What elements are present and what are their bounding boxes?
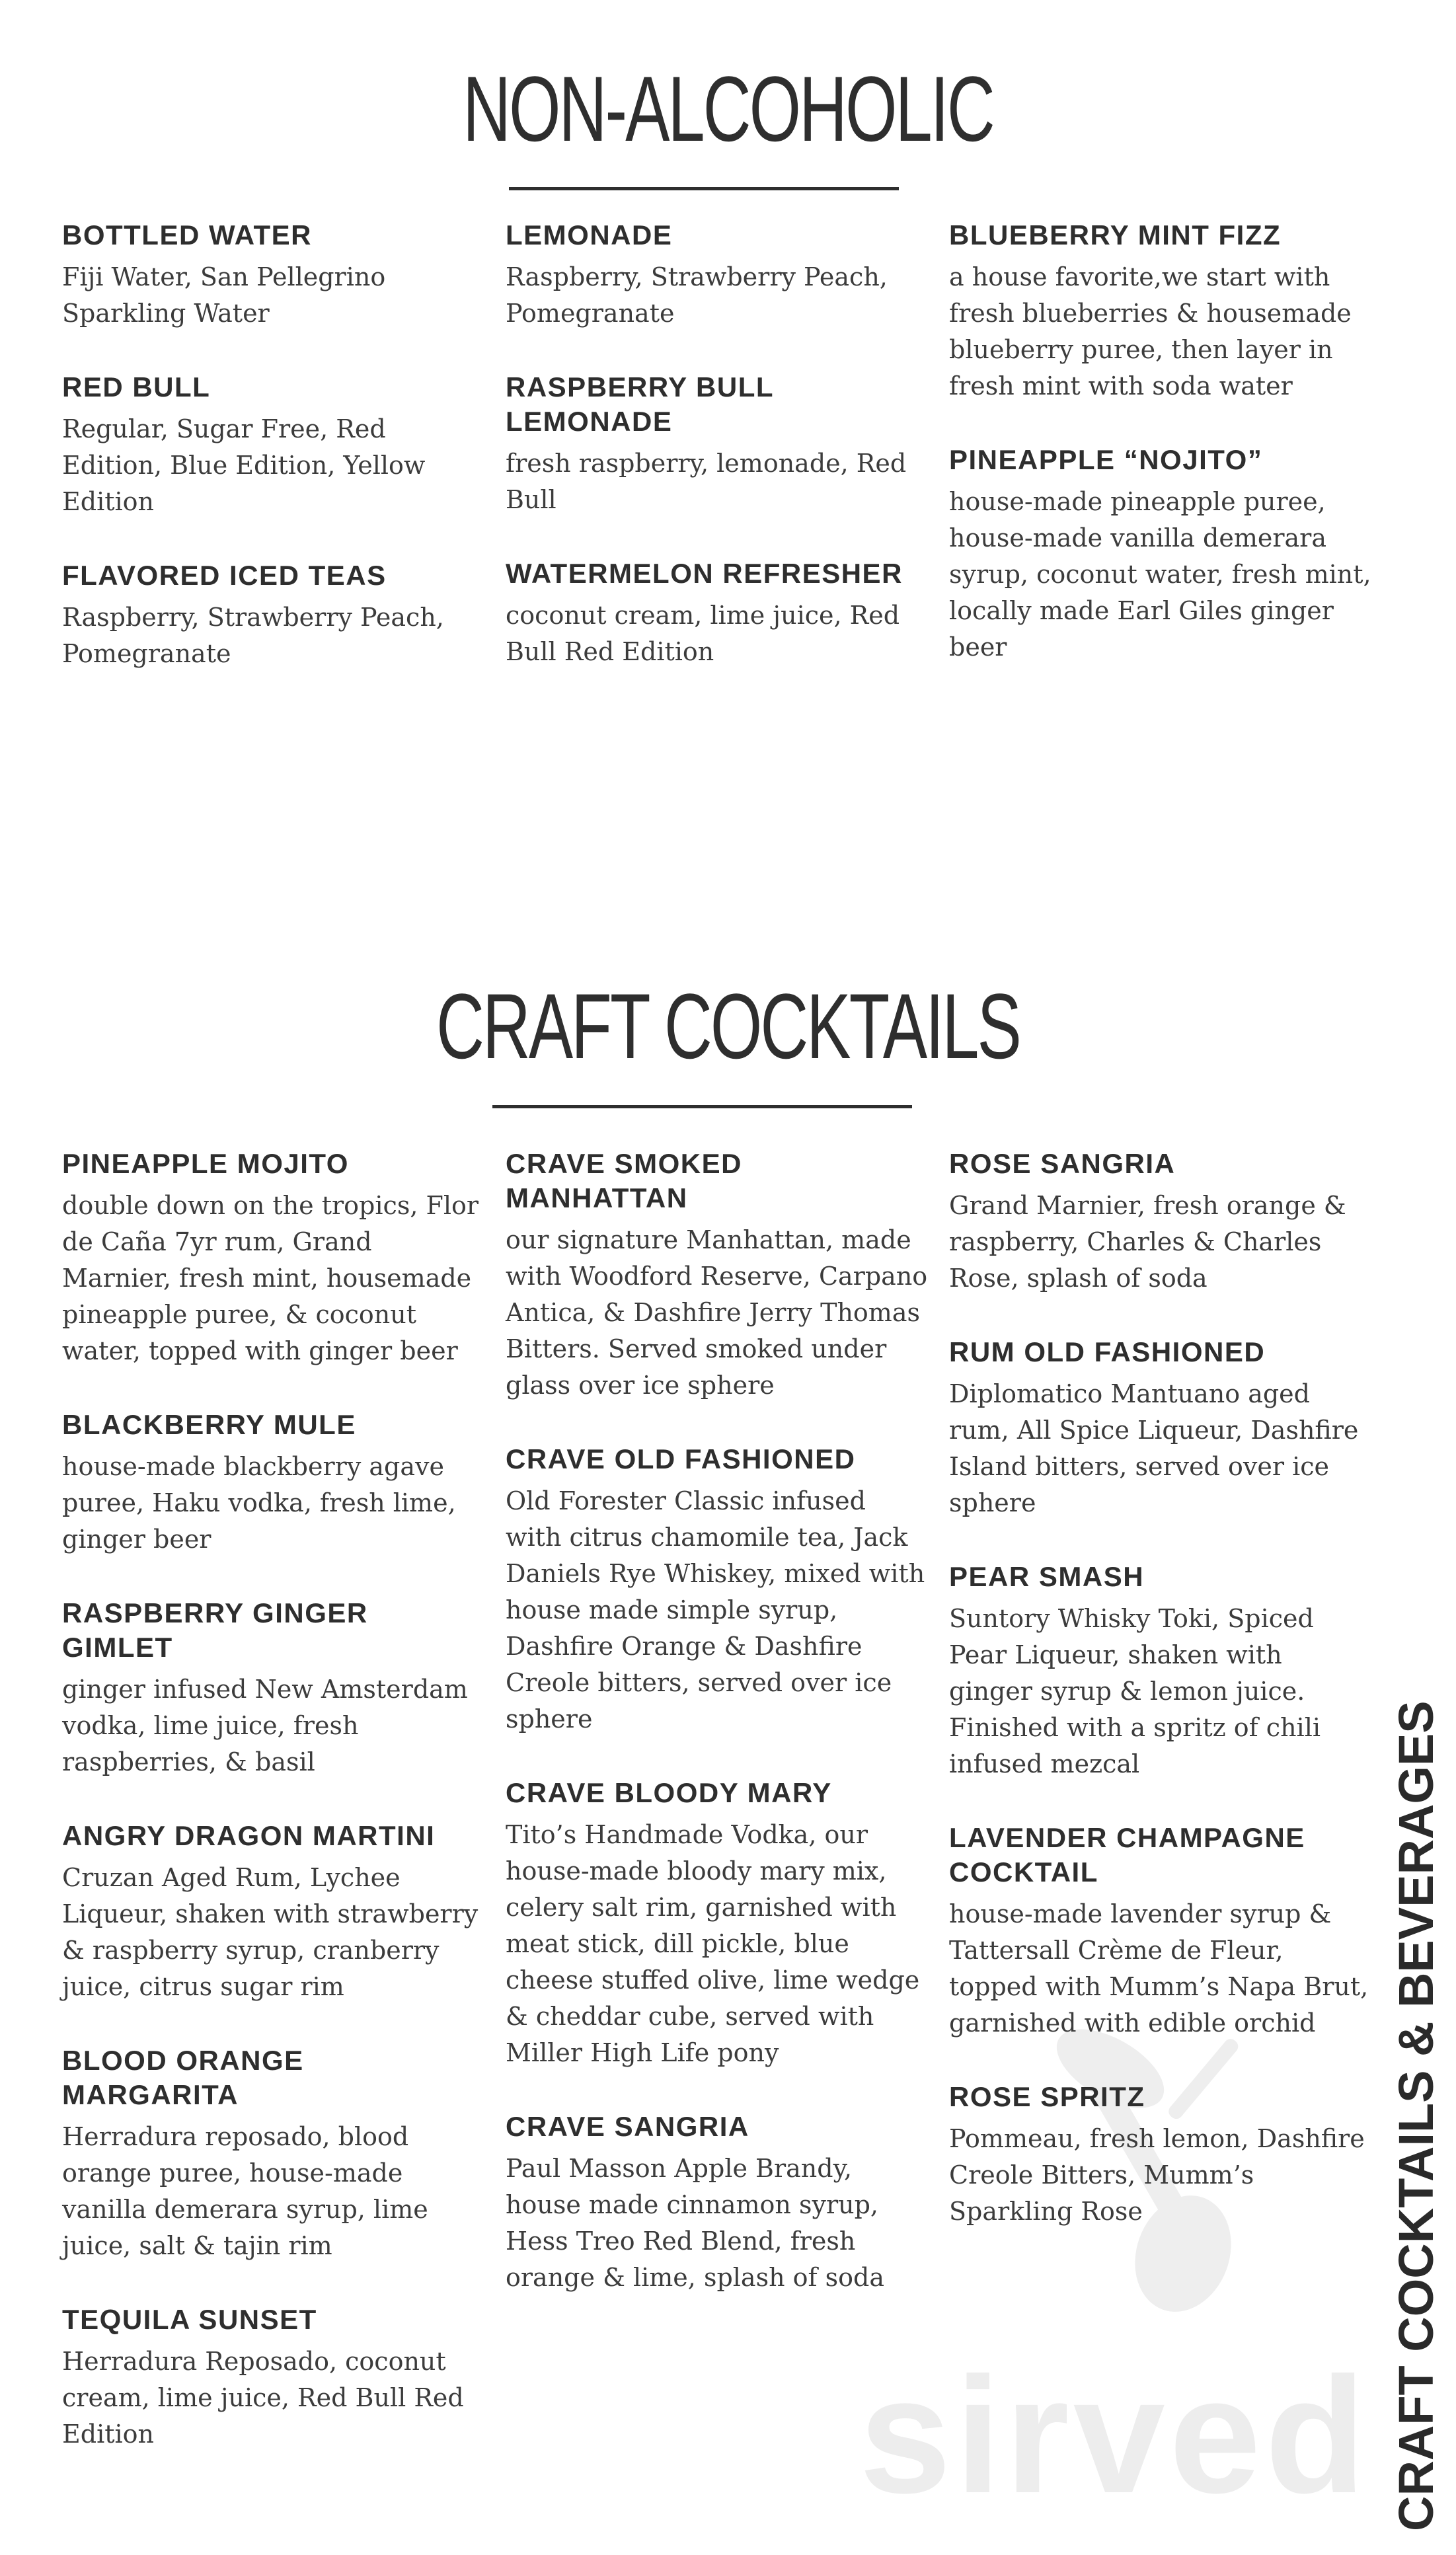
menu-item-description: Suntory Whisky Toki, Spiced Pear Liqueur, shaken with ginger syrup & lemon juice. Finished with a spritz of chili infused mezcal [949,1604,1321,1778]
menu-item-description: coconut cream, lime juice, Red Bull Red Edition [506,601,900,666]
menu-item-name: CRAVE BLOODY MARY [506,1777,832,1808]
menu-item-name: CRAVE SMOKED MANHATTAN [506,1148,742,1213]
menu-item-description: Paul Masson Apple Brandy, house made cinnamon syrup, Hess Treo Red Blend, fresh orange & lime, splash of soda [506,2154,885,2292]
menu-item-name: FLAVORED ICED TEAS [62,560,387,591]
menu-item-name: CRAVE SANGRIA [506,2111,749,2142]
menu-item-description: Fiji Water, San Pellegrino Sparkling Water [62,262,386,328]
menu-item [506,218,929,332]
menu-item-description: a house favorite,we start with fresh blueberries & housemade blueberry puree, then layer in fresh mint with soda water [949,262,1352,400]
menu-item-description: double down on the tropics, Flor de Caña 7yr rum, Grand Marnier, fresh mint, housemade pineapple puree, & coconut water, topped with ginger beer [62,1191,479,1365]
craft-cocktails-rule [492,1105,912,1108]
menu-item [949,2080,1372,2230]
menu-item-description: Diplomatico Mantuano aged rum, All Spice Liqueur, Dashfire Island bitters, served over ice sphere [949,1379,1359,1517]
menu-item-name: CRAVE OLD FASHIONED [506,1443,856,1474]
menu-item-name: LEMONADE [506,219,673,250]
menu-item-name: PEAR SMASH [949,1561,1145,1592]
non-alcoholic-column-2 [506,218,929,708]
menu-item-name: BLUEBERRY MINT FIZZ [949,219,1282,250]
menu-item-name: LAVENDER CHAMPAGNE COCKTAIL [949,1822,1305,1888]
menu-item [506,2110,929,2296]
menu-item [62,1408,485,1558]
menu-item-name: BLACKBERRY MULE [62,1409,356,1440]
non-alcoholic-column-3 [949,218,1372,704]
menu-item [949,1147,1372,1297]
craft-cocktails-column-1 [62,1147,485,2491]
menu-item-name: RUM OLD FASHIONED [949,1336,1266,1367]
menu-item-description: house-made pineapple puree, house-made vanilla demerara syrup, coconut water, fresh mint, locally made Earl Giles ginger beer [949,487,1371,662]
menu-item-name: BOTTLED WATER [62,219,313,250]
menu-item [506,556,929,670]
craft-cocktails-column-3 [949,1147,1372,2268]
menu-item-description: Grand Marnier, fresh orange & raspberry, Charles & Charles Rose, splash of soda [949,1191,1346,1293]
non-alcoholic-rule [509,187,899,190]
menu-item [506,370,929,518]
menu-item [506,1442,929,1737]
menu-item-description: fresh raspberry, lemonade, Red Bull [506,449,907,514]
menu-item-name: PINEAPPLE MOJITO [62,1148,349,1179]
menu-item [62,558,485,672]
menu-item-description: Regular, Sugar Free, Red Edition, Blue Edition, Yellow Edition [62,414,426,516]
menu-item-name: RASPBERRY GINGER GIMLET [62,1597,368,1663]
menu-item [949,1821,1372,2041]
menu-item [949,443,1372,666]
menu-item-name: PINEAPPLE “NOJITO” [949,444,1263,475]
menu-item [62,1819,485,2005]
menu-item [506,1776,929,2071]
menu-item-description: house-made blackberry agave puree, Haku vodka, fresh lime, ginger beer [62,1452,456,1554]
side-title: CRAFT COCKTAILS & BEVERAGES [1389,1700,1443,2531]
non-alcoholic-column-1 [62,218,485,710]
menu-item-description: Raspberry, Strawberry Peach, Pomegranate [62,603,444,668]
craft-cocktails-title: CRAFT COCKTAILS [436,974,1020,1078]
menu-item-description: Cruzan Aged Rum, Lychee Liqueur, shaken with strawberry & raspberry syrup, cranberry juice, citrus sugar rim [62,1863,479,2001]
menu-item [949,1560,1372,1782]
menu-item-name: BLOOD ORANGE MARGARITA [62,2045,304,2110]
menu-item-description: house-made lavender syrup & Tattersall Crème de Fleur, topped with Mumm’s Napa Brut, garnished with edible orchid [949,1899,1369,2038]
menu-item [949,218,1372,404]
menu-item-name: TEQUILA SUNSET [62,2304,317,2335]
menu-item-description: Old Forester Classic infused with citrus chamomile tea, Jack Daniels Rye Whiskey, mixed with house made simple syrup, Dashfire Orange & Dashfire Creole bitters, served over ice sphere [506,1486,925,1734]
menu-item-description: Raspberry, Strawberry Peach, Pomegranate [506,262,888,328]
sirved-watermark: sirved [859,2343,1370,2527]
craft-cocktails-column-2 [506,1147,929,2334]
menu-item-description: Pommeau, fresh lemon, Dashfire Creole Bitters, Mumm’s Sparkling Rose [949,2124,1365,2226]
menu-item-description: ginger infused New Amsterdam vodka, lime juice, fresh raspberries, & basil [62,1675,468,1776]
menu-item-name: RED BULL [62,371,211,402]
menu-item [62,1596,485,1780]
menu-item-name: RASPBERRY BULL LEMONADE [506,371,774,437]
menu-item-description: our signature Manhattan, made with Woodford Reserve, Carpano Antica, & Dashfire Jerry Thomas Bitters. Served smoked under glass over ice sphere [506,1225,928,1400]
menu-item [62,218,485,332]
menu-item-name: WATERMELON REFRESHER [506,558,903,589]
menu-item [62,2043,485,2264]
menu-item [62,370,485,520]
menu-item [62,1147,485,1369]
menu-item [506,1147,929,1404]
menu-item-description: Tito’s Handmade Vodka, our house-made bloody mary mix, celery salt rim, garnished with meat stick, dill pickle, blue cheese stuffed olive, lime wedge & cheddar cube, served with Miller High Life pony [506,1820,920,2067]
menu-item-name: ROSE SANGRIA [949,1148,1176,1179]
non-alcoholic-title: NON-ALCOHOLIC [463,57,993,161]
menu-item-name: ROSE SPRITZ [949,2081,1145,2112]
menu-item-description: Herradura Reposado, coconut cream, lime juice, Red Bull Red Edition [62,2347,464,2449]
menu-item [949,1335,1372,1521]
menu-item [62,2303,485,2453]
menu-item-description: Herradura reposado, blood orange puree, house-made vanilla demerara syrup, lime juice, salt & tajin rim [62,2122,428,2260]
menu-item-name: ANGRY DRAGON MARTINI [62,1820,436,1851]
